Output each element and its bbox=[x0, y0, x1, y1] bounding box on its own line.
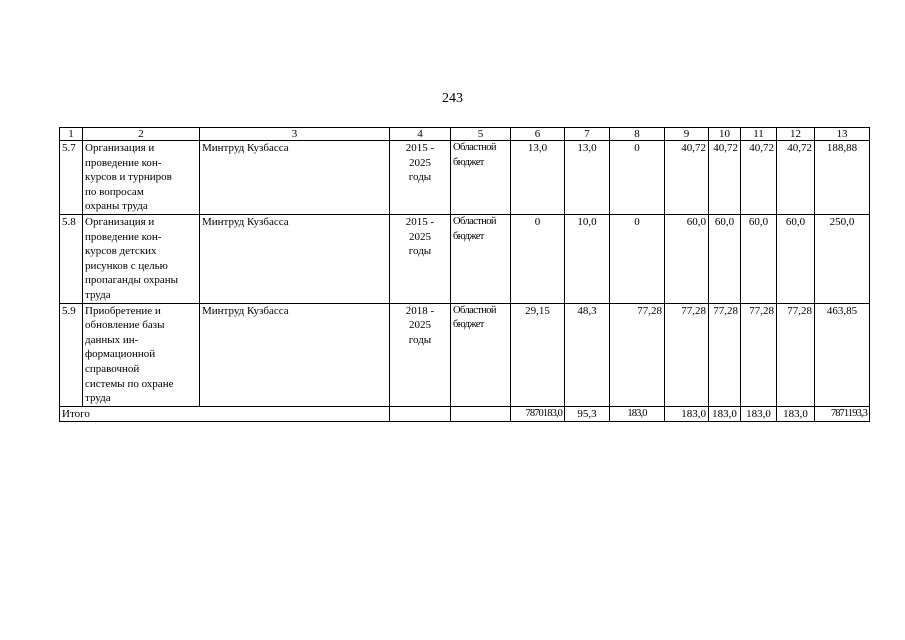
value-cell: 0 bbox=[610, 214, 665, 303]
value-cell: 0 bbox=[610, 141, 665, 215]
value-cell: 188,88 bbox=[815, 141, 870, 215]
executor: Минтруд Кузбасса bbox=[200, 214, 390, 303]
total-value: 183,0 bbox=[610, 406, 665, 422]
value-cell: 13,0 bbox=[565, 141, 610, 215]
column-header: 6 bbox=[511, 128, 565, 141]
total-label: Итого bbox=[60, 406, 390, 422]
value-cell: 10,0 bbox=[565, 214, 610, 303]
total-value: 183,0 bbox=[777, 406, 815, 422]
row-number: 5.7 bbox=[60, 141, 83, 215]
total-value: 183,0 bbox=[709, 406, 741, 422]
total-value: 7870183,0 bbox=[511, 406, 565, 422]
column-header: 1 bbox=[60, 128, 83, 141]
table-row bbox=[60, 303, 870, 406]
value-cell: 77,28 bbox=[610, 303, 665, 406]
total-row bbox=[60, 406, 870, 422]
measure-name: Организация и проведение кон- курсов детских рисунков с целью пропаганды охраны труда bbox=[83, 214, 200, 303]
column-header: 13 bbox=[815, 128, 870, 141]
empty-cell bbox=[390, 406, 451, 422]
column-header: 12 bbox=[777, 128, 815, 141]
column-header: 4 bbox=[390, 128, 451, 141]
value-cell: 40,72 bbox=[777, 141, 815, 215]
value-cell: 77,28 bbox=[777, 303, 815, 406]
value-cell: 40,72 bbox=[709, 141, 741, 215]
measure-name: Приобретение и обновление базы данных ин- формационной справочной системы по охране труда bbox=[83, 303, 200, 406]
period: 2015 - 2025 годы bbox=[390, 141, 451, 215]
total-value: 95,3 bbox=[565, 406, 610, 422]
value-cell: 463,85 bbox=[815, 303, 870, 406]
period: 2018 - 2025 годы bbox=[390, 303, 451, 406]
value-cell: 29,15 bbox=[511, 303, 565, 406]
column-header: 10 bbox=[709, 128, 741, 141]
column-number-row bbox=[60, 128, 870, 141]
budget-table bbox=[59, 127, 870, 422]
column-header: 11 bbox=[741, 128, 777, 141]
value-cell: 60,0 bbox=[741, 214, 777, 303]
row-number: 5.8 bbox=[60, 214, 83, 303]
column-header: 3 bbox=[200, 128, 390, 141]
value-cell: 77,28 bbox=[709, 303, 741, 406]
value-cell: 60,0 bbox=[665, 214, 709, 303]
funding-source: Областной бюджет bbox=[451, 303, 511, 406]
executor: Минтруд Кузбасса bbox=[200, 303, 390, 406]
column-header: 8 bbox=[610, 128, 665, 141]
column-header: 2 bbox=[83, 128, 200, 141]
empty-cell bbox=[451, 406, 511, 422]
funding-source: Областной бюджет bbox=[451, 141, 511, 215]
value-cell: 77,28 bbox=[741, 303, 777, 406]
total-value: 183,0 bbox=[741, 406, 777, 422]
column-header: 7 bbox=[565, 128, 610, 141]
period: 2015 - 2025 годы bbox=[390, 214, 451, 303]
table-row bbox=[60, 141, 870, 215]
value-cell: 48,3 bbox=[565, 303, 610, 406]
row-number: 5.9 bbox=[60, 303, 83, 406]
measure-name: Организация и проведение кон- курсов и турниров по вопросам охраны труда bbox=[83, 141, 200, 215]
executor: Минтруд Кузбасса bbox=[200, 141, 390, 215]
value-cell: 40,72 bbox=[665, 141, 709, 215]
column-header: 5 bbox=[451, 128, 511, 141]
value-cell: 13,0 bbox=[511, 141, 565, 215]
value-cell: 77,28 bbox=[665, 303, 709, 406]
value-cell: 250,0 bbox=[815, 214, 870, 303]
funding-source: Областной бюджет bbox=[451, 214, 511, 303]
table-row bbox=[60, 214, 870, 303]
value-cell: 40,72 bbox=[741, 141, 777, 215]
total-value: 7871193,3 bbox=[815, 406, 870, 422]
value-cell: 60,0 bbox=[709, 214, 741, 303]
value-cell: 0 bbox=[511, 214, 565, 303]
page-number: 243 bbox=[442, 91, 463, 106]
value-cell: 60,0 bbox=[777, 214, 815, 303]
column-header: 9 bbox=[665, 128, 709, 141]
total-value: 183,0 bbox=[665, 406, 709, 422]
